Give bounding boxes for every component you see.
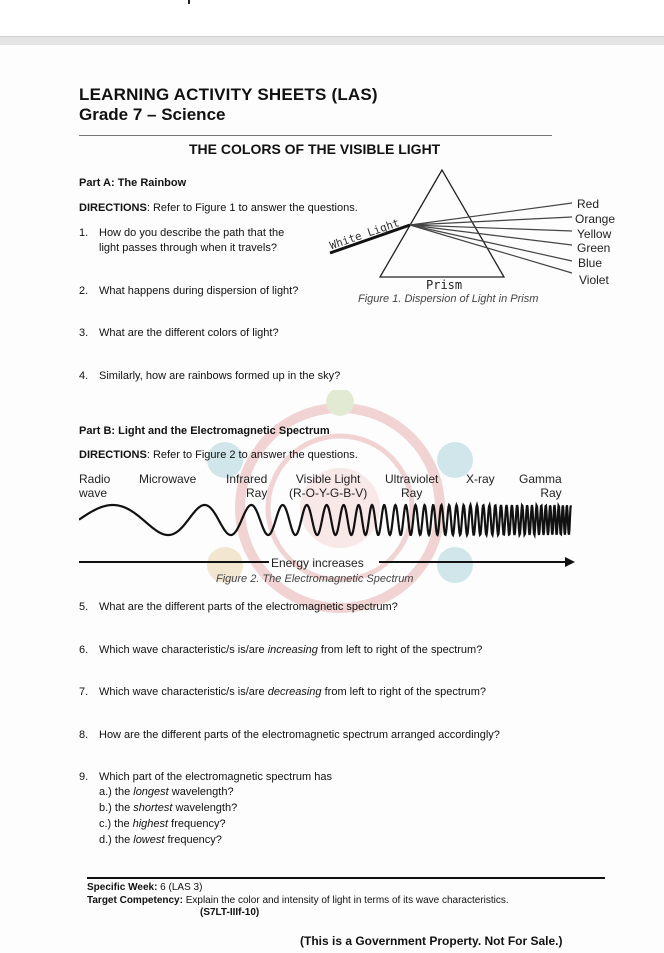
question-number: 5. bbox=[79, 601, 89, 613]
directions-label: DIRECTIONS bbox=[79, 202, 147, 214]
question-text: c.) the bbox=[99, 818, 133, 830]
microwave-label: Microwave bbox=[139, 472, 197, 486]
part-a-heading: Part A: The Rainbow bbox=[79, 177, 187, 189]
question-number: 2. bbox=[79, 285, 89, 297]
gamma-ray-label bbox=[519, 472, 562, 500]
red-ray bbox=[410, 203, 572, 225]
emphasis: shortest bbox=[133, 802, 173, 814]
question-9b bbox=[99, 802, 237, 814]
header-divider bbox=[79, 135, 552, 136]
question-text: What are the different parts of the electromagnetic spectrum? bbox=[99, 601, 398, 613]
question-text: Similarly, how are rainbows formed up in the sky? bbox=[99, 370, 341, 382]
part-b-heading: Part B: Light and the Electromagnetic Spectrum bbox=[79, 425, 330, 437]
question-9a bbox=[99, 786, 234, 798]
question-text: Which part of the electromagnetic spectrum has bbox=[99, 771, 332, 783]
emphasis: decreasing bbox=[267, 686, 322, 698]
question-text: a.) the bbox=[99, 786, 134, 798]
color-yellow: Yellow bbox=[577, 227, 612, 241]
government-property-notice: (This is a Government Property. Not For Sale.) bbox=[300, 934, 563, 948]
topic-title: THE COLORS OF THE VISIBLE LIGHT bbox=[189, 141, 441, 157]
question-number: 9. bbox=[79, 771, 89, 783]
arrow-head bbox=[565, 557, 575, 567]
question-text: frequency? bbox=[164, 834, 222, 846]
target-competency bbox=[87, 895, 509, 906]
question-text: wavelength? bbox=[168, 786, 234, 798]
visible-light-label bbox=[289, 472, 367, 500]
emphasis: lowest bbox=[133, 834, 165, 846]
question-text: d.) the bbox=[99, 834, 134, 846]
wave-line bbox=[79, 505, 571, 535]
competency-value: Explain the color and intensity of light in terms of its wave characteristics. bbox=[182, 895, 509, 906]
part-a-directions bbox=[79, 202, 358, 214]
color-blue: Blue bbox=[578, 256, 603, 270]
previous-page-strip bbox=[0, 0, 664, 37]
competency-label: Target Competency: bbox=[87, 895, 183, 906]
question-number: 8. bbox=[79, 729, 89, 741]
label-line: Ray bbox=[401, 486, 423, 500]
color-green: Green bbox=[577, 241, 611, 255]
question-text: Which wave characteristic/s is/are bbox=[99, 686, 268, 698]
orange-ray bbox=[410, 217, 572, 225]
question-number: 6. bbox=[79, 644, 89, 656]
question-2 bbox=[79, 285, 298, 297]
question-9 bbox=[79, 771, 332, 783]
question-text: How are the different parts of the electromagnetic spectrum arranged accordingly? bbox=[99, 729, 500, 741]
label-line: Infrared bbox=[226, 472, 268, 486]
question-number: 1. bbox=[79, 227, 89, 239]
question-6 bbox=[79, 644, 482, 656]
color-red: Red bbox=[577, 197, 600, 211]
sheet-title: LEARNING ACTIVITY SHEETS (LAS) bbox=[79, 85, 378, 104]
label-line: Radio bbox=[79, 472, 111, 486]
question-4 bbox=[79, 370, 340, 382]
label-line: Visible Light bbox=[295, 472, 361, 486]
footer-divider bbox=[87, 877, 605, 879]
question-number: 4. bbox=[79, 370, 89, 382]
question-1-continued: light passes through when it travels? bbox=[99, 242, 277, 254]
energy-increases-label: Energy increases bbox=[271, 556, 364, 570]
week-value: 6 (LAS 3) bbox=[157, 882, 203, 893]
question-8 bbox=[79, 729, 500, 741]
prism-label: Prism bbox=[426, 278, 463, 292]
violet-ray bbox=[410, 225, 572, 273]
electromagnetic-wave-graphic bbox=[79, 500, 579, 540]
question-text: Which wave characteristic/s is/are bbox=[99, 644, 268, 656]
ultraviolet-label bbox=[385, 472, 438, 500]
label-line: Ultraviolet bbox=[385, 472, 439, 486]
part-b-directions bbox=[79, 449, 358, 461]
question-7 bbox=[79, 686, 486, 698]
label-line: wave bbox=[79, 486, 108, 500]
label-line: Gamma bbox=[519, 472, 562, 486]
label-line: (R-O-Y-G-B-V) bbox=[289, 486, 368, 500]
specific-week bbox=[87, 882, 202, 893]
figure-2-caption: Figure 2. The Electromagnetic Spectrum bbox=[216, 573, 414, 585]
color-orange: Orange bbox=[575, 212, 616, 226]
question-text: from left to right of the spectrum? bbox=[317, 644, 483, 656]
directions-text: : Refer to Figure 1 to answer the questions. bbox=[146, 202, 358, 214]
question-number: 7. bbox=[79, 686, 89, 698]
radio-wave-label bbox=[79, 472, 110, 500]
question-1 bbox=[79, 227, 284, 239]
xray-label: X-ray bbox=[466, 472, 495, 486]
emphasis: longest bbox=[133, 786, 169, 798]
question-text: frequency? bbox=[168, 818, 226, 830]
question-text: wavelength? bbox=[172, 802, 238, 814]
question-3 bbox=[79, 327, 279, 339]
infrared-label bbox=[226, 472, 267, 500]
worksheet-page bbox=[0, 45, 664, 953]
competency-code: (S7LT-IIIf-10) bbox=[200, 907, 260, 918]
label-line: Ray bbox=[246, 486, 268, 500]
emphasis: increasing bbox=[267, 644, 318, 656]
directions-label: DIRECTIONS bbox=[79, 449, 147, 461]
color-violet: Violet bbox=[579, 273, 609, 287]
week-label: Specific Week: bbox=[87, 882, 158, 893]
grade-subject: Grade 7 – Science bbox=[79, 105, 226, 124]
question-9d bbox=[99, 834, 222, 846]
directions-text: : Refer to Figure 2 to answer the questions. bbox=[146, 449, 358, 461]
question-5 bbox=[79, 601, 398, 613]
question-text: What happens during dispersion of light? bbox=[99, 285, 299, 297]
question-text: b.) the bbox=[99, 802, 134, 814]
previous-page-mark bbox=[188, 0, 190, 4]
question-number: 3. bbox=[79, 327, 89, 339]
question-text: from left to right of the spectrum? bbox=[321, 686, 487, 698]
white-light-label: White Light bbox=[328, 216, 402, 253]
question-text: What are the different colors of light? bbox=[99, 327, 279, 339]
label-line: Ray bbox=[540, 486, 562, 500]
figure-1-caption: Figure 1. Dispersion of Light in Prism bbox=[358, 293, 539, 305]
question-text: How do you describe the path that the bbox=[99, 227, 285, 239]
emphasis: highest bbox=[132, 818, 169, 830]
question-9c bbox=[99, 818, 226, 830]
